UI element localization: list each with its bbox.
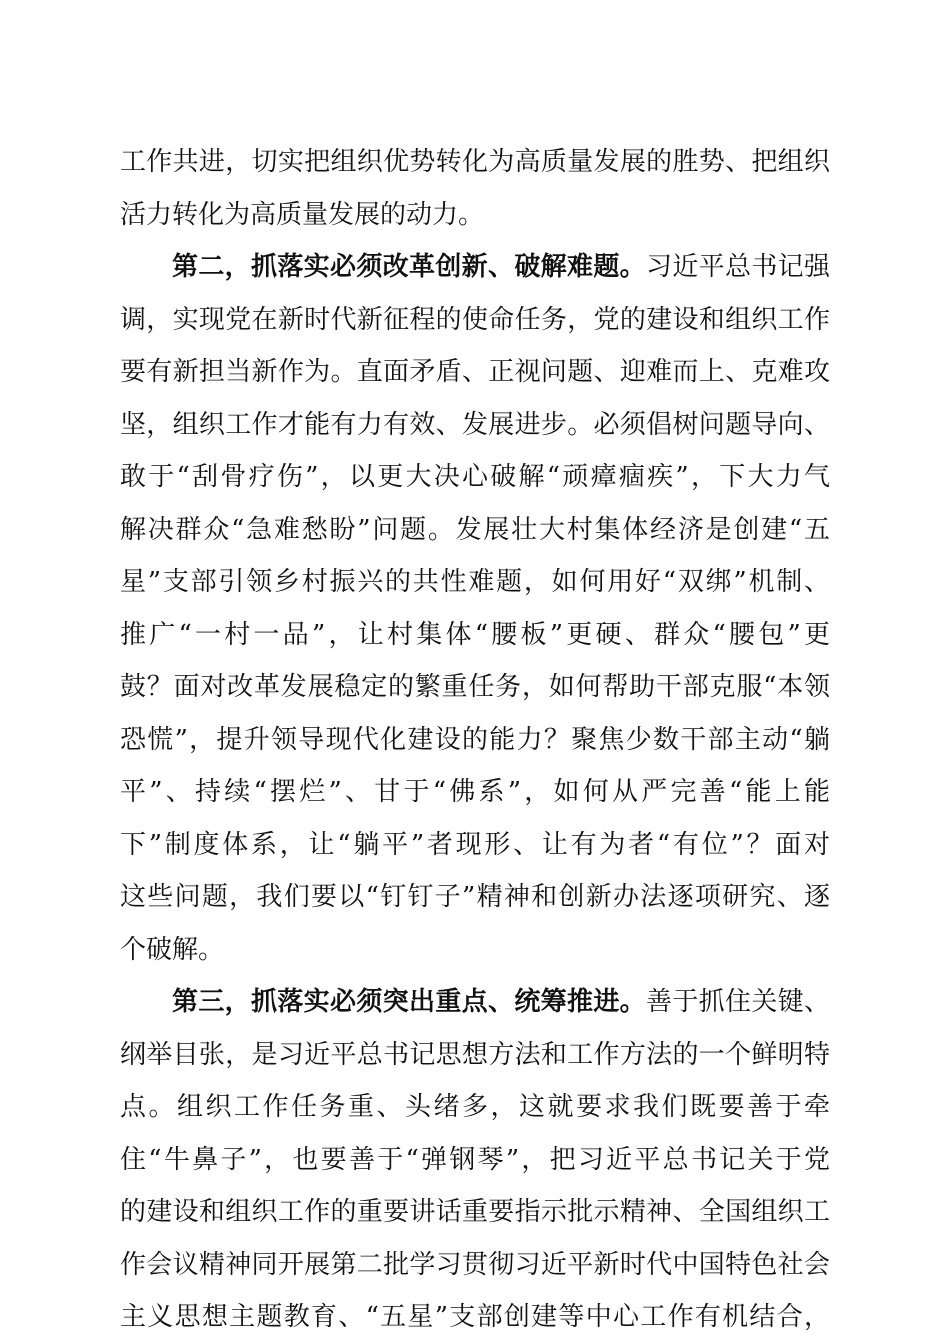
text-line: 工作共进，切实把组织优势转化为高质量发展的胜势、把组织 bbox=[120, 147, 830, 177]
text-line: 活力转化为高质量发展的动力。 bbox=[120, 199, 485, 230]
text-line: 的建设和组织工作的重要讲话重要指示批示精神、全国组织工 bbox=[120, 1197, 830, 1227]
text-line: 个破解。 bbox=[120, 934, 225, 965]
text-line: 住“牛鼻子”，也要善于“弹钢琴”，把习近平总书记关于党 bbox=[120, 1144, 830, 1175]
text-line: 推广“一村一品”，让村集体“腰板”更硬、群众“腰包”更 bbox=[120, 619, 830, 650]
text-line: 要有新担当新作为。直面矛盾、正视问题、迎难而上、克难攻 bbox=[120, 357, 830, 387]
text-line: 敢于“刮骨疗伤”，以更大决心破解“顽瘴痼疾”，下大力气 bbox=[120, 462, 830, 492]
text-line: 恐慌”，提升领导现代化建设的能力？聚焦少数干部主动“躺 bbox=[120, 724, 830, 755]
document-page bbox=[120, 136, 830, 1344]
paragraph-2-first-line-rest: 习近平总书记强 bbox=[645, 252, 830, 282]
text-line: 主义思想主题教育、“五星”支部创建等中心工作有机结合， bbox=[120, 1302, 830, 1332]
paragraph-3-first-line-rest: 善于抓住关键、 bbox=[645, 987, 830, 1017]
text-line: 点。组织工作任务重、头绪多，这就要求我们既要善于牵 bbox=[120, 1092, 830, 1122]
text-line: 下”制度体系，让“躺平”者现形、让有为者“有位”？面对 bbox=[120, 829, 830, 860]
text-line: 星”支部引领乡村振兴的共性难题，如何用好“双绑”机制、 bbox=[120, 567, 830, 597]
paragraph-3-first-line bbox=[120, 976, 830, 1029]
paragraph-2-first-line bbox=[120, 241, 830, 294]
paragraph-1 bbox=[120, 136, 830, 241]
text-line: 调，实现党在新时代新征程的使命任务，党的建设和组织工作 bbox=[120, 304, 830, 335]
paragraph-2-heading: 第二，抓落实必须改革创新、破解难题。 bbox=[172, 252, 646, 282]
text-line: 坚，组织工作才能有力有效、发展进步。必须倡树问题导向、 bbox=[120, 409, 830, 440]
text-line: 平”、持续“摆烂”、甘于“佛系”，如何从严完善“能上能 bbox=[120, 777, 830, 807]
text-line: 解决群众“急难愁盼”问题。发展壮大村集体经济是创建“五 bbox=[120, 514, 830, 545]
text-line: 这些问题，我们要以“钉钉子”精神和创新办法逐项研究、逐 bbox=[120, 882, 830, 912]
paragraph-3 bbox=[120, 976, 830, 1344]
paragraph-3-heading: 第三，抓落实必须突出重点、统筹推进。 bbox=[172, 987, 646, 1017]
text-line: 纲举目张，是习近平总书记思想方法和工作方法的一个鲜明特 bbox=[120, 1039, 830, 1070]
paragraph-2 bbox=[120, 241, 830, 976]
text-line: 作会议精神同开展第二批学习贯彻习近平新时代中国特色社会 bbox=[120, 1249, 830, 1280]
text-line: 鼓？面对改革发展稳定的繁重任务，如何帮助干部克服“本领 bbox=[120, 672, 830, 702]
